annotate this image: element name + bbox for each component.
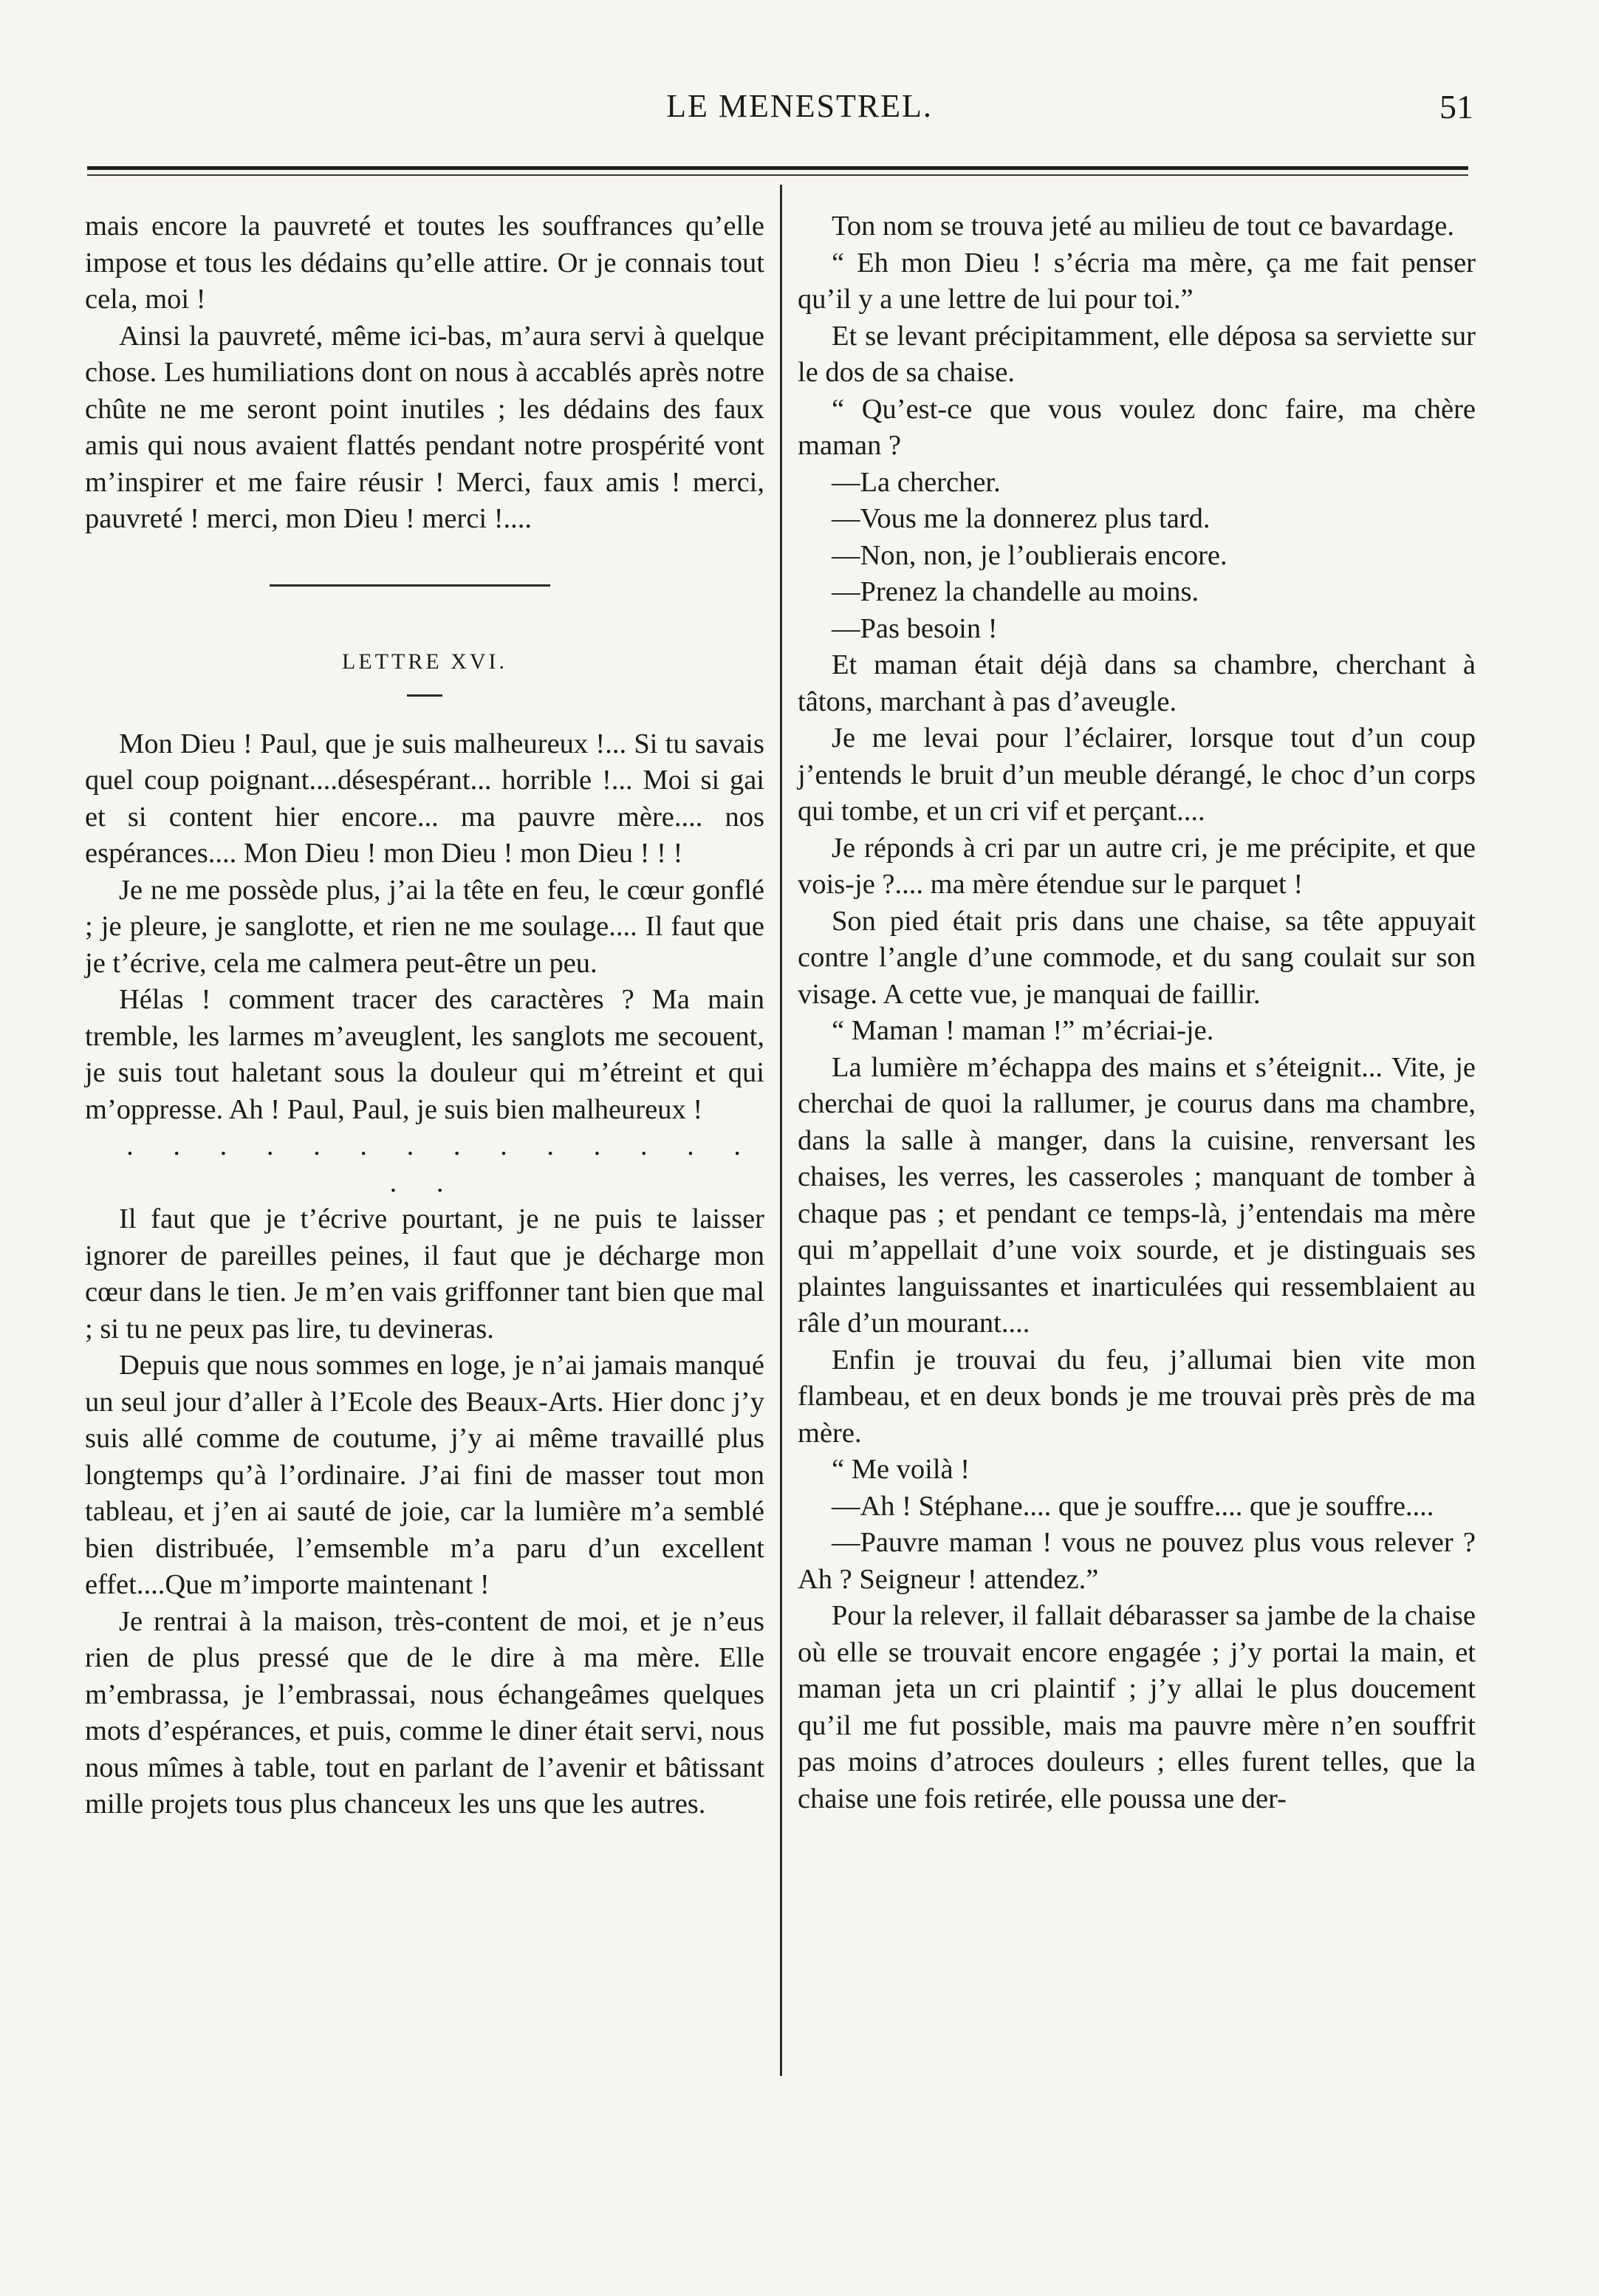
paragraph: Je réponds à cri par un autre cri, je me précipite, et que vois-je ?.... ma mère étendue sur le parquet ! (798, 832, 1476, 900)
paragraph: “ Qu’est-ce que vous voulez donc faire, ma chère maman ? (798, 393, 1476, 461)
left-column (85, 208, 764, 1823)
paragraph: Enfin je trouvai du feu, j’allumai bien vite mon flambeau, et en deux bonds je me trouvai près près de ma mère. (798, 1344, 1476, 1449)
paragraph: “ Me voilà ! (832, 1454, 970, 1485)
paragraph: Il faut que je t’écrive pourtant, je ne puis te laisser ignorer de pareilles peines, il faut que je décharge mon cœur dans le tien. Je m’en vais griffonner tant bien que mal ; si tu ne peux pas lire, tu devineras. (85, 1203, 764, 1345)
paragraph: “ Eh mon Dieu ! s’écria ma mère, ça me fait penser qu’il y a une lettre de lui pour toi.” (798, 247, 1476, 315)
paragraph: —La chercher. (832, 466, 1001, 498)
right-column (798, 208, 1476, 1817)
header-rule-thin (87, 174, 1468, 176)
paragraph: “ Maman ! maman !” m’écriai-je. (832, 1015, 1214, 1046)
separator-line (270, 584, 550, 587)
paragraph: Mon Dieu ! Paul, que je suis malheureux !... Si tu savais quel coup poignant....désespérant... horrible !... Moi si gai et si content hier encore... ma pauvre mère.... nos espérances.... Mon Dieu ! mon Dieu ! mon Dieu ! ! ! (85, 728, 764, 869)
paragraph: La lumière m’échappa des mains et s’éteignit... Vite, je cherchai de quoi la rallumer, je courus dans ma chambre, dans la salle à manger, dans la cuisine, renversant les chaises, les verres, les casseroles ; manquant de tomber à chaque pas ; et pendant ce temps-là, j’entendais ma mère qui m’appellait d’une voix sourde, et je distinguais ses plaintes languissantes et inarticulées qui ressemblaient au râle d’un mourant.... (798, 1051, 1476, 1339)
paragraph: Et se levant précipitamment, elle déposa sa serviette sur le dos de sa chaise. (798, 320, 1476, 388)
paragraph: Son pied était pris dans une chaise, sa tête appuyait contre l’angle d’une commode, et du sang coulait sur son visage. A cette vue, je manquai de faillir. (798, 905, 1476, 1010)
letter-heading: LETTRE XVI. (342, 649, 507, 674)
header-rule-thick (87, 166, 1468, 170)
page-number: 51 (1439, 88, 1473, 126)
paragraph: —Pauvre maman ! vous ne pouvez plus vous relever ? Ah ? Seigneur ! attendez.” (798, 1527, 1476, 1595)
paragraph: Pour la relever, il fallait débarasser sa jambe de la chaise où elle se trouvait encore engagée ; j’y portai la main, et maman jeta un cri plaintif ; j’y allai le plus doucement qu’il me fut possible, mais ma pauvre mère n’en souffrit pas moins d’atroces douleurs ; elles furent telles, que la chaise une fois retirée, elle poussa une der- (798, 1600, 1476, 1814)
ellipsis-row: . . . . . . . . . . . . . . . . (126, 1130, 757, 1198)
paragraph: —Vous me la donnerez plus tard. (832, 503, 1211, 534)
paragraph: Ton nom se trouva jeté au milieu de tout ce bavardage. (832, 211, 1454, 242)
section-separator (85, 538, 764, 647)
paragraph: —Pas besoin ! (832, 612, 998, 644)
paragraph: Depuis que nous sommes en loge, je n’ai jamais manqué un seul jour d’aller à l’Ecole des Beaux-Arts. Hier donc j’y suis allé comme de coutume, j’y ai même travaillé plus longtemps qu’à l’ordinaire. J’ai fini de masser tout mon tableau, et j’en ai sauté de joie, car la lumière m’a semblé bien distribuée, l’emsemble m’a paru d’un excellent effet....Que m’importe maintenant ! (85, 1350, 764, 1600)
paragraph: mais encore la pauvreté et toutes les souffrances qu’elle impose et tous les dédains qu’elle attire. Or je connais tout cela, moi ! (85, 211, 764, 315)
paragraph: —Non, non, je l’oublierais encore. (832, 539, 1228, 571)
paragraph: —Ah ! Stéphane.... que je souffre.... que je souffre.... (832, 1490, 1434, 1522)
running-title: LE MENESTREL. (666, 88, 933, 124)
paragraph: Je rentrai à la maison, très-content de moi, et je n’eus rien de plus pressé que de le dire à ma mère. Elle m’embrassa, je l’embrassai, nous échangeâmes quelques mots d’espérances, et puis, comme le diner était servi, nous nous mîmes à table, tout en parlant de l’avenir et bâtissant mille projets tous plus chanceux les uns que les autres. (85, 1605, 764, 1820)
column-divider (780, 185, 782, 2076)
paragraph: Je me levai pour l’éclairer, lorsque tout d’un coup j’entends le bruit d’un meuble dérangé, le choc d’un corps qui tombe, et un cri vif et perçant.... (798, 722, 1476, 827)
paragraph: Je ne me possède plus, j’ai la tête en feu, le cœur gonflé ; je pleure, je sanglotte, et rien ne me soulage.... Il faut que je t’écrive, cela me calmera peut-être un peu. (85, 874, 764, 979)
paragraph: Hélas ! comment tracer des caractères ? Ma main tremble, les larmes m’aveuglent, les sanglots me secouent, je suis tout haletant sous la douleur qui m’étreint et qui m’oppresse. Ah ! Paul, Paul, je suis bien malheureux ! (85, 984, 764, 1125)
heading-dash (407, 694, 442, 697)
paragraph: Ainsi la pauvreté, même ici-bas, m’aura servi à quelque chose. Les humiliations dont on nous à accablés après notre chûte ne me seront point inutiles ; les dédains des faux amis qui nous avaient flattés pendant notre prospérité vont m’inspirer et me faire réusir ! Merci, faux amis ! merci, pauvreté ! merci, mon Dieu ! merci !.... (85, 320, 764, 534)
paragraph: Et maman était déjà dans sa chambre, cherchant à tâtons, marchant à pas d’aveugle. (798, 649, 1476, 717)
paragraph: —Prenez la chandelle au moins. (832, 576, 1199, 607)
